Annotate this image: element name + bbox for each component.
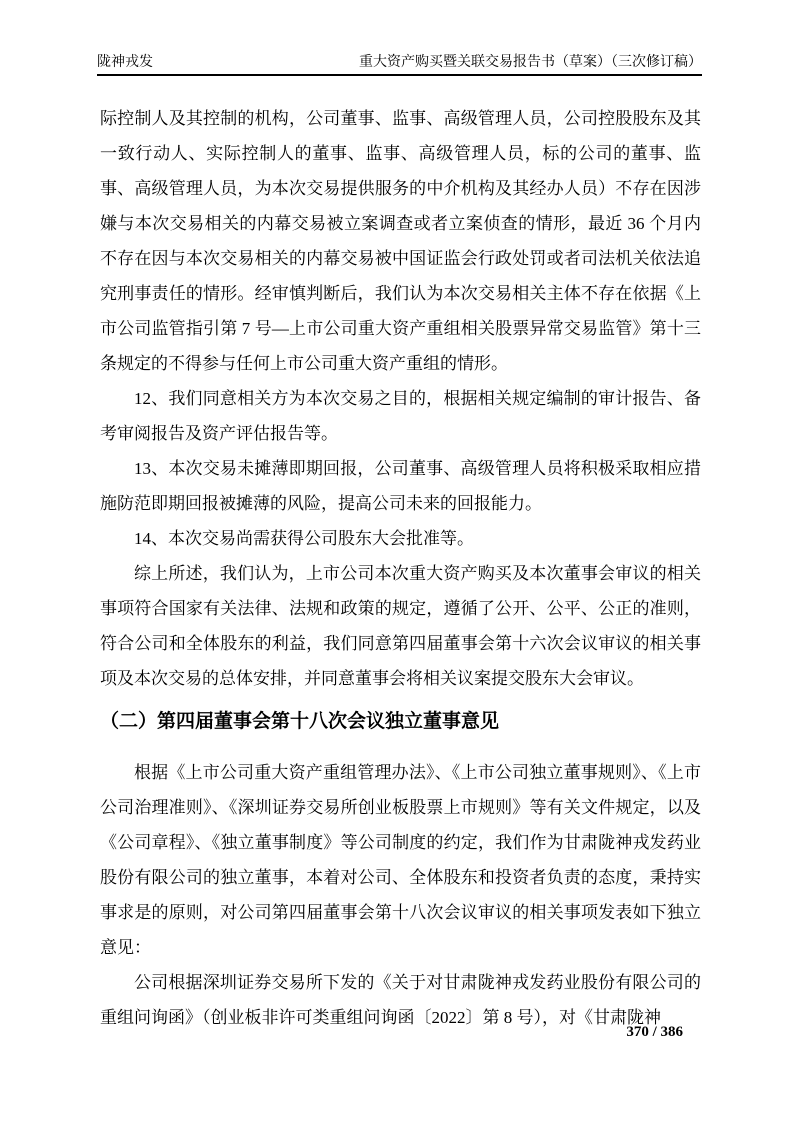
header-company-name: 陇神戎发 xyxy=(97,55,153,70)
paragraph-basis: 根据《上市公司重大资产重组管理办法》、《上市公司独立董事规则》、《上市公司治理准则》、《深圳证券交易所创业板股票上市规则》等有关文件规定，以及《公司章程》、《独立董事制度》等公司制度的约定，我们作为甘肃陇神戎发药业股份有限公司的独立董事，本着对公司、全体股东和投资者负责的态度，秉持实事求是的原则，对公司第四届董事会第十八次会议审议的相关事项发表如下独立意见： xyxy=(100,763,701,957)
section-heading: （二）第四届董事会第十八次会议独立董事意见 xyxy=(100,711,500,732)
paragraph-item-14: 14、本次交易尚需获得公司股东大会批准等。 xyxy=(134,529,474,548)
paragraph-item-13: 13、本次交易未摊薄即期回报，公司董事、高级管理人员将积极采取相应措施防范即期回报被摊薄的风险，提高公司未来的回报能力。 xyxy=(100,459,701,513)
page-footer xyxy=(626,1024,683,1041)
paragraph-conclusion: 综上所述，我们认为，上市公司本次重大资产购买及本次董事会审议的相关事项符合国家有关法律、法规和政策的规定，遵循了公开、公平、公正的准则，符合公司和全体股东的利益，我们同意第四届董事会第十六次会议审议的相关事项及本次交易的总体安排，并同意董事会将相关议案提交股东大会审议。 xyxy=(100,564,701,688)
page-number: 370 / 386 xyxy=(626,1024,683,1040)
paragraph-item-12: 12、我们同意相关方为本次交易之目的，根据相关规定编制的审计报告、备考审阅报告及资产评估报告等。 xyxy=(100,389,701,443)
header-report-title: 重大资产购买暨关联交易报告书（草案）（三次修订稿） xyxy=(359,55,702,70)
paragraph-inquiry-response: 公司根据深圳证券交易所下发的《关于对甘肃陇神戎发药业股份有限公司的重组问询函》（创业板非许可类重组问询函〔2022〕第 8 号），对《甘肃陇神 xyxy=(100,973,701,1027)
paragraph-continuation: 际控制人及其控制的机构，公司董事、监事、高级管理人员，公司控股股东及其一致行动人、实际控制人的董事、监事、高级管理人员，标的公司的董事、监事、高级管理人员，为本次交易提供服务的中介机构及其经办人员）不存在因涉嫌与本次交易相关的内幕交易被立案调查或者立案侦查的情形，最近 36 个月内不存在因与本次交易相关的内幕交易被中国证监会行政处罚或者司法机关依法追究刑事责任的情形。经审慎判断后，我们认为本次交易相关主体不存在依据《上市公司监管指引第 7 号—上市公司重大资产重组相关股票异常交易监管》第十三条规定的不得参与任何上市公司重大资产重组的情形。 xyxy=(100,109,701,373)
document-body xyxy=(100,101,701,1035)
page-header xyxy=(97,54,702,76)
